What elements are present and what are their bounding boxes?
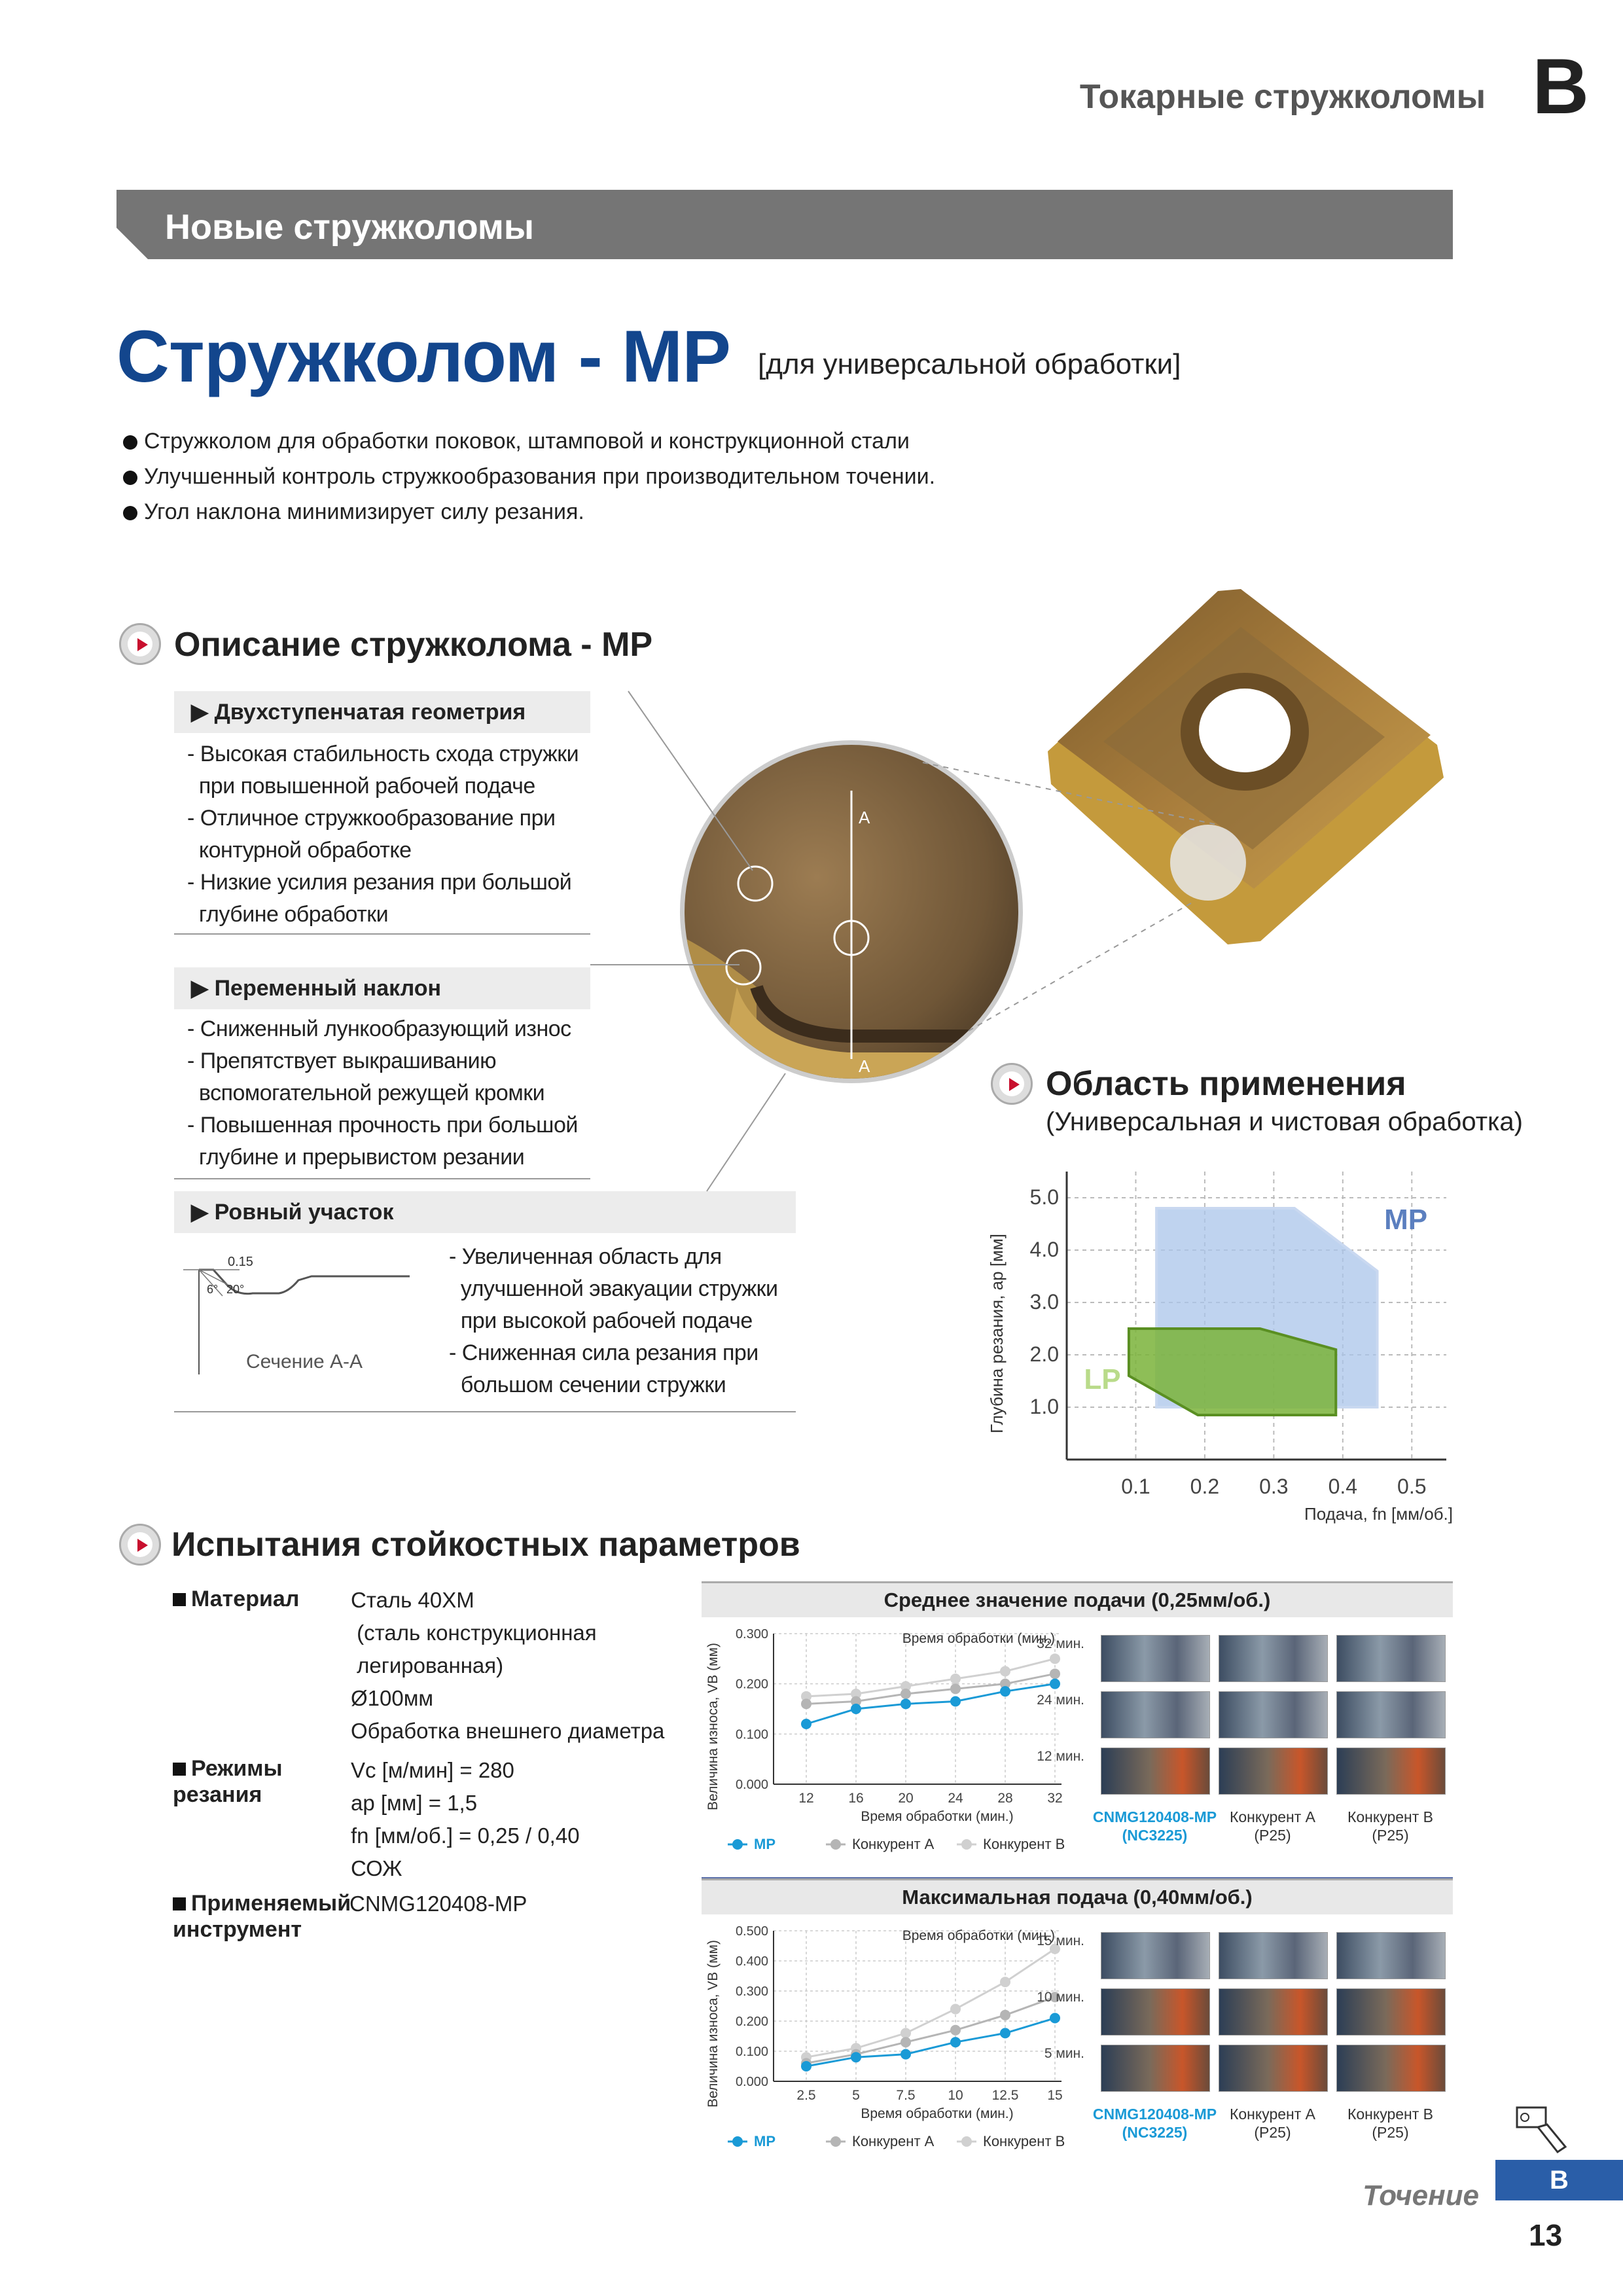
photo-caption-line: (NC3225): [1122, 1827, 1188, 1844]
box-body: [449, 1241, 778, 1401]
y-tick-label: 5.0: [1029, 1185, 1059, 1209]
x-tick-label: 0.5: [1397, 1475, 1427, 1498]
box-line: большом сечении стружки: [449, 1372, 726, 1397]
page-header-title: Токарные стружколомы: [1079, 78, 1486, 116]
bullet-icon: [123, 471, 137, 485]
photo-caption-line: (P25): [1254, 1827, 1291, 1844]
data-point: [851, 2052, 861, 2062]
wear-photo: [1219, 1988, 1328, 2036]
wear-photo: [1101, 1748, 1210, 1795]
y-tick-label: 0.300: [735, 1984, 768, 1999]
wear-chart-1: [702, 1621, 1094, 1863]
legend-label: Конкурент A: [852, 1836, 935, 1852]
tool-holder-icon: [1512, 2101, 1571, 2153]
square-bullet-icon: [173, 1897, 186, 1910]
box-title-text: Переменный наклон: [214, 976, 442, 1001]
modes-line: fn [мм/об.] = 0,25 / 0,40: [351, 1823, 580, 1848]
x-tick-label: 5: [852, 2088, 860, 2103]
x-tick-label: 0.2: [1190, 1475, 1220, 1498]
zoom-image: [678, 738, 1025, 1085]
box-title-text: Ровный участок: [214, 1200, 394, 1225]
footer-section-tab: B: [1495, 2160, 1623, 2200]
wear-photo: [1101, 2045, 1210, 2092]
x-tick-label: 28: [997, 1791, 1013, 1806]
box-line: при высокой рабочей подаче: [449, 1308, 753, 1333]
wear-photo: [1219, 1691, 1328, 1738]
wear-photo: [1219, 1635, 1328, 1682]
feature-text: Угол наклона минимизирует силу резания.: [144, 499, 584, 524]
box-line: - Препятствует выкрашиванию: [187, 1049, 497, 1073]
data-point: [851, 1704, 861, 1714]
y-tick-label: 2.0: [1029, 1342, 1059, 1366]
feature-item: [123, 464, 935, 490]
photo-caption: [1209, 2105, 1336, 2142]
bullet-icon: [123, 435, 137, 450]
photo-caption-line: (NC3225): [1122, 2124, 1188, 2141]
play-icon: [119, 623, 161, 665]
section-banner: [116, 190, 1453, 259]
photo-caption-line: Конкурент B: [1347, 2106, 1433, 2123]
series-line: [806, 2018, 1055, 2066]
series-line: [806, 1949, 1055, 2058]
legend-marker: [732, 2136, 743, 2147]
box-line: - Сниженная сила резания при: [449, 1340, 758, 1365]
box-line: при повышенной рабочей подаче: [187, 774, 535, 798]
material-values: [351, 1584, 664, 1748]
main-title: Стружколом - MP: [116, 315, 730, 397]
section-dim: 0.15: [228, 1257, 253, 1269]
zoom-mark-top: A: [859, 808, 870, 827]
application-chart: [982, 1158, 1479, 1532]
box-title: ▶ Ровный участок: [174, 1191, 796, 1233]
material-label-text: Материал: [191, 1587, 300, 1611]
photo-caption: [1091, 1808, 1219, 1844]
wear-photo: [1101, 1635, 1210, 1682]
section-angle-2: 20°: [226, 1283, 245, 1296]
square-bullet-icon: [173, 1763, 186, 1776]
data-point: [801, 1719, 812, 1729]
time-label: Время обработки (мин.): [902, 1631, 1055, 1646]
y-tick-label: 4.0: [1029, 1238, 1059, 1261]
box-line: - Увеличенная область для: [449, 1244, 722, 1269]
page-section-letter: B: [1532, 43, 1589, 130]
data-point: [1000, 2028, 1010, 2038]
box-line: вспомогательной режущей кромки: [187, 1081, 545, 1105]
box-line: глубине и прерывистом резании: [187, 1145, 525, 1170]
material-line: Обработка внешнего диаметра: [351, 1719, 665, 1743]
data-point: [801, 2061, 812, 2072]
insert-image: [1044, 588, 1450, 954]
x-tick-label: 7.5: [896, 2088, 916, 2103]
section-banner-text: Новые стружколомы: [165, 207, 534, 247]
wear-photo: [1336, 1691, 1446, 1738]
data-point: [950, 2004, 961, 2015]
y-tick-label: 0.300: [735, 1627, 768, 1641]
feature-text: Улучшенный контроль стружкообразования при производительном точении.: [144, 464, 936, 489]
row-time-label: 24 мин.: [1037, 1693, 1084, 1708]
y-tick-label: 0.000: [735, 2075, 768, 2089]
section-aa-drawing: [174, 1257, 423, 1381]
application-subheading: (Универсальная и чистовая обработка): [1046, 1107, 1523, 1136]
y-tick-label: 3.0: [1029, 1290, 1059, 1314]
x-tick-label: 0.1: [1121, 1475, 1150, 1498]
modes-label: [173, 1755, 283, 1808]
photo-caption-line: (P25): [1372, 1827, 1409, 1844]
tool-value: CNMG120408-MP: [349, 1892, 527, 1916]
data-point: [1050, 1668, 1060, 1679]
x-tick-label: 20: [898, 1791, 914, 1806]
data-point: [950, 1683, 961, 1694]
wear-panel-2: [702, 1878, 1453, 1914]
photo-caption: [1327, 1808, 1454, 1844]
zoom-mark-bottom: A: [859, 1056, 870, 1076]
modes-label-text: Режимы резания: [173, 1756, 283, 1807]
application-heading: Область применения: [1046, 1065, 1406, 1103]
tests-heading: Испытания стойкостных параметров: [171, 1526, 800, 1564]
box-body: [187, 738, 579, 931]
x-tick-label: 0.4: [1328, 1475, 1358, 1498]
x-tick-label: 15: [1047, 2088, 1063, 2103]
legend-label: Конкурент A: [852, 2133, 935, 2149]
series-label-lp: LP: [1084, 1363, 1121, 1395]
row-time-label: 15 мин.: [1037, 1933, 1084, 1948]
data-point: [1050, 2013, 1060, 2023]
divider: [174, 1178, 590, 1179]
data-point: [901, 1689, 911, 1699]
y-tick-label: 0.200: [735, 2015, 768, 2029]
y-tick-label: 0.500: [735, 1924, 768, 1939]
section-label: Сечение А-А: [246, 1351, 363, 1372]
legend-marker: [961, 2136, 972, 2147]
data-point: [950, 2025, 961, 2036]
x-tick-label: 24: [948, 1791, 963, 1806]
x-tick-label: 10: [948, 2088, 963, 2103]
footer-section-name: Точение: [1363, 2179, 1479, 2212]
y-tick-label: 0.200: [735, 1677, 768, 1692]
box-title: ▶ Переменный наклон: [174, 967, 590, 1009]
legend-marker: [830, 2136, 841, 2147]
x-tick-label: 0.3: [1259, 1475, 1289, 1498]
box-line: - Высокая стабильность схода стружки: [187, 742, 579, 766]
time-label: Время обработки (мин.): [902, 1928, 1055, 1943]
data-point: [801, 1698, 812, 1709]
modes-line: ap [мм] = 1,5: [351, 1791, 478, 1815]
y-tick-label: 0.000: [735, 1778, 768, 1792]
wear-panel-1: [702, 1581, 1453, 1617]
photo-caption-line: (P25): [1254, 2124, 1291, 2141]
data-point: [901, 2049, 911, 2060]
material-line: легированная): [351, 1653, 504, 1677]
wear-caption: Максимальная подача (0,40мм/об.): [702, 1878, 1453, 1914]
photo-caption-line: CNMG120408-MP: [1092, 2106, 1217, 2123]
box-line: улучшенной эвакуации стружки: [449, 1276, 778, 1301]
y-tick-label: 0.100: [735, 2045, 768, 2059]
wear-photo: [1336, 2045, 1446, 2092]
y-axis-label: Глубина резания, ар [мм]: [987, 1233, 1007, 1433]
play-icon: [119, 1524, 161, 1566]
legend-marker: [830, 1839, 841, 1850]
data-point: [901, 2037, 911, 2047]
box-line: - Низкие усилия резания при большой: [187, 870, 572, 895]
box-body: [187, 1013, 578, 1174]
page-number: 13: [1529, 2218, 1563, 2252]
wear-photo: [1101, 1932, 1210, 1979]
play-icon: [991, 1063, 1033, 1105]
photo-caption: [1209, 1808, 1336, 1844]
wear-photo: [1336, 1748, 1446, 1795]
x-axis-label: Время обработки (мин.): [861, 1809, 1014, 1824]
series-label-mp: MP: [1384, 1204, 1428, 1236]
modes-line: СОЖ: [351, 1856, 402, 1880]
data-point: [950, 1674, 961, 1684]
legend-marker: [732, 1839, 743, 1850]
box-line: - Повышенная прочность при большой: [187, 1113, 578, 1138]
row-time-label: 32 мин.: [1037, 1636, 1084, 1651]
wear-photo: [1101, 1988, 1210, 2036]
data-point: [901, 2028, 911, 2038]
modes-values: [351, 1754, 580, 1885]
data-point: [1000, 1977, 1010, 1987]
box-line: - Сниженный лункообразующий износ: [187, 1016, 571, 1041]
x-tick-label: 2.5: [796, 2088, 816, 2103]
y-tick-label: 1.0: [1029, 1395, 1059, 1418]
row-time-label: 10 мин.: [1037, 1990, 1084, 2005]
divider: [174, 1411, 796, 1412]
photo-caption: [1327, 2105, 1454, 2142]
bullet-icon: [123, 506, 137, 520]
main-subtitle: [для универсальной обработки]: [758, 348, 1181, 380]
x-tick-label: 12.5: [991, 2088, 1019, 2103]
material-label: [173, 1587, 299, 1612]
box-line: глубине обработки: [187, 902, 389, 927]
x-axis-label: Время обработки (мин.): [861, 2106, 1014, 2121]
data-point: [1000, 1686, 1010, 1696]
photo-caption-line: (P25): [1372, 2124, 1409, 2141]
box-line: - Отличное стружкообразование при: [187, 806, 556, 831]
tool-label: [173, 1890, 351, 1943]
x-axis-label: Подача, fn [мм/об.]: [1304, 1504, 1453, 1524]
series-line: [806, 1684, 1055, 1724]
x-tick-label: 12: [798, 1791, 814, 1806]
tool-label-text: Применяемый инструмент: [173, 1891, 351, 1942]
y-axis-label: Величина износа, VB (мм): [705, 1940, 721, 2108]
data-point: [1050, 1679, 1060, 1689]
row-time-label: 12 мин.: [1037, 1749, 1084, 1764]
photo-caption-line: Конкурент B: [1347, 1808, 1433, 1825]
data-point: [1050, 1653, 1060, 1664]
box-line: контурной обработке: [187, 838, 412, 863]
feature-text: Стружколом для обработки поковок, штамповой и конструкционной стали: [144, 429, 910, 454]
modes-line: Vc [м/мин] = 280: [351, 1758, 514, 1782]
feature-item: [123, 499, 584, 525]
box-title: ▶ Двухступенчатая геометрия: [174, 691, 590, 733]
wear-photo: [1219, 1932, 1328, 1979]
feature-item: [123, 429, 910, 454]
y-tick-label: 0.400: [735, 1954, 768, 1969]
data-point: [901, 1698, 911, 1709]
wear-photo: [1219, 2045, 1328, 2092]
wear-photo: [1336, 1635, 1446, 1682]
section-angle-1: 6°: [207, 1283, 219, 1296]
y-axis-label: Величина износа, VB (мм): [705, 1643, 721, 1810]
wear-photo: [1101, 1691, 1210, 1738]
photo-caption-line: CNMG120408-MP: [1092, 1808, 1217, 1825]
divider: [174, 933, 590, 935]
data-point: [1000, 2010, 1010, 2020]
x-tick-label: 32: [1047, 1791, 1063, 1806]
legend-label: MP: [754, 1836, 776, 1852]
data-point: [1000, 1666, 1010, 1677]
photo-caption: [1091, 2105, 1219, 2142]
wear-caption: Среднее значение подачи (0,25мм/об.): [702, 1581, 1453, 1617]
wear-chart-2: [702, 1918, 1094, 2160]
material-line: (сталь конструкционная: [351, 1621, 597, 1645]
legend-label: Конкурент B: [983, 2133, 1065, 2149]
data-point: [950, 2037, 961, 2047]
square-bullet-icon: [173, 1593, 186, 1606]
legend-label: Конкурент B: [983, 1836, 1065, 1852]
data-point: [950, 1696, 961, 1707]
legend-label: MP: [754, 2133, 776, 2149]
wear-photo: [1336, 1988, 1446, 2036]
photo-caption-line: Конкурент A: [1229, 1808, 1315, 1825]
description-heading: Описание стружколома - MP: [174, 626, 653, 664]
wear-photo: [1219, 1748, 1328, 1795]
photo-caption-line: Конкурент A: [1229, 2106, 1315, 2123]
wear-photo: [1336, 1932, 1446, 1979]
material-line: Сталь 40ХМ: [351, 1588, 474, 1612]
box-title-text: Двухступенчатая геометрия: [214, 700, 526, 725]
row-time-label: 5 мин.: [1044, 2046, 1084, 2061]
x-tick-label: 16: [848, 1791, 864, 1806]
y-tick-label: 0.100: [735, 1727, 768, 1742]
material-line: Ø100мм: [351, 1686, 434, 1710]
legend-marker: [961, 1839, 972, 1850]
